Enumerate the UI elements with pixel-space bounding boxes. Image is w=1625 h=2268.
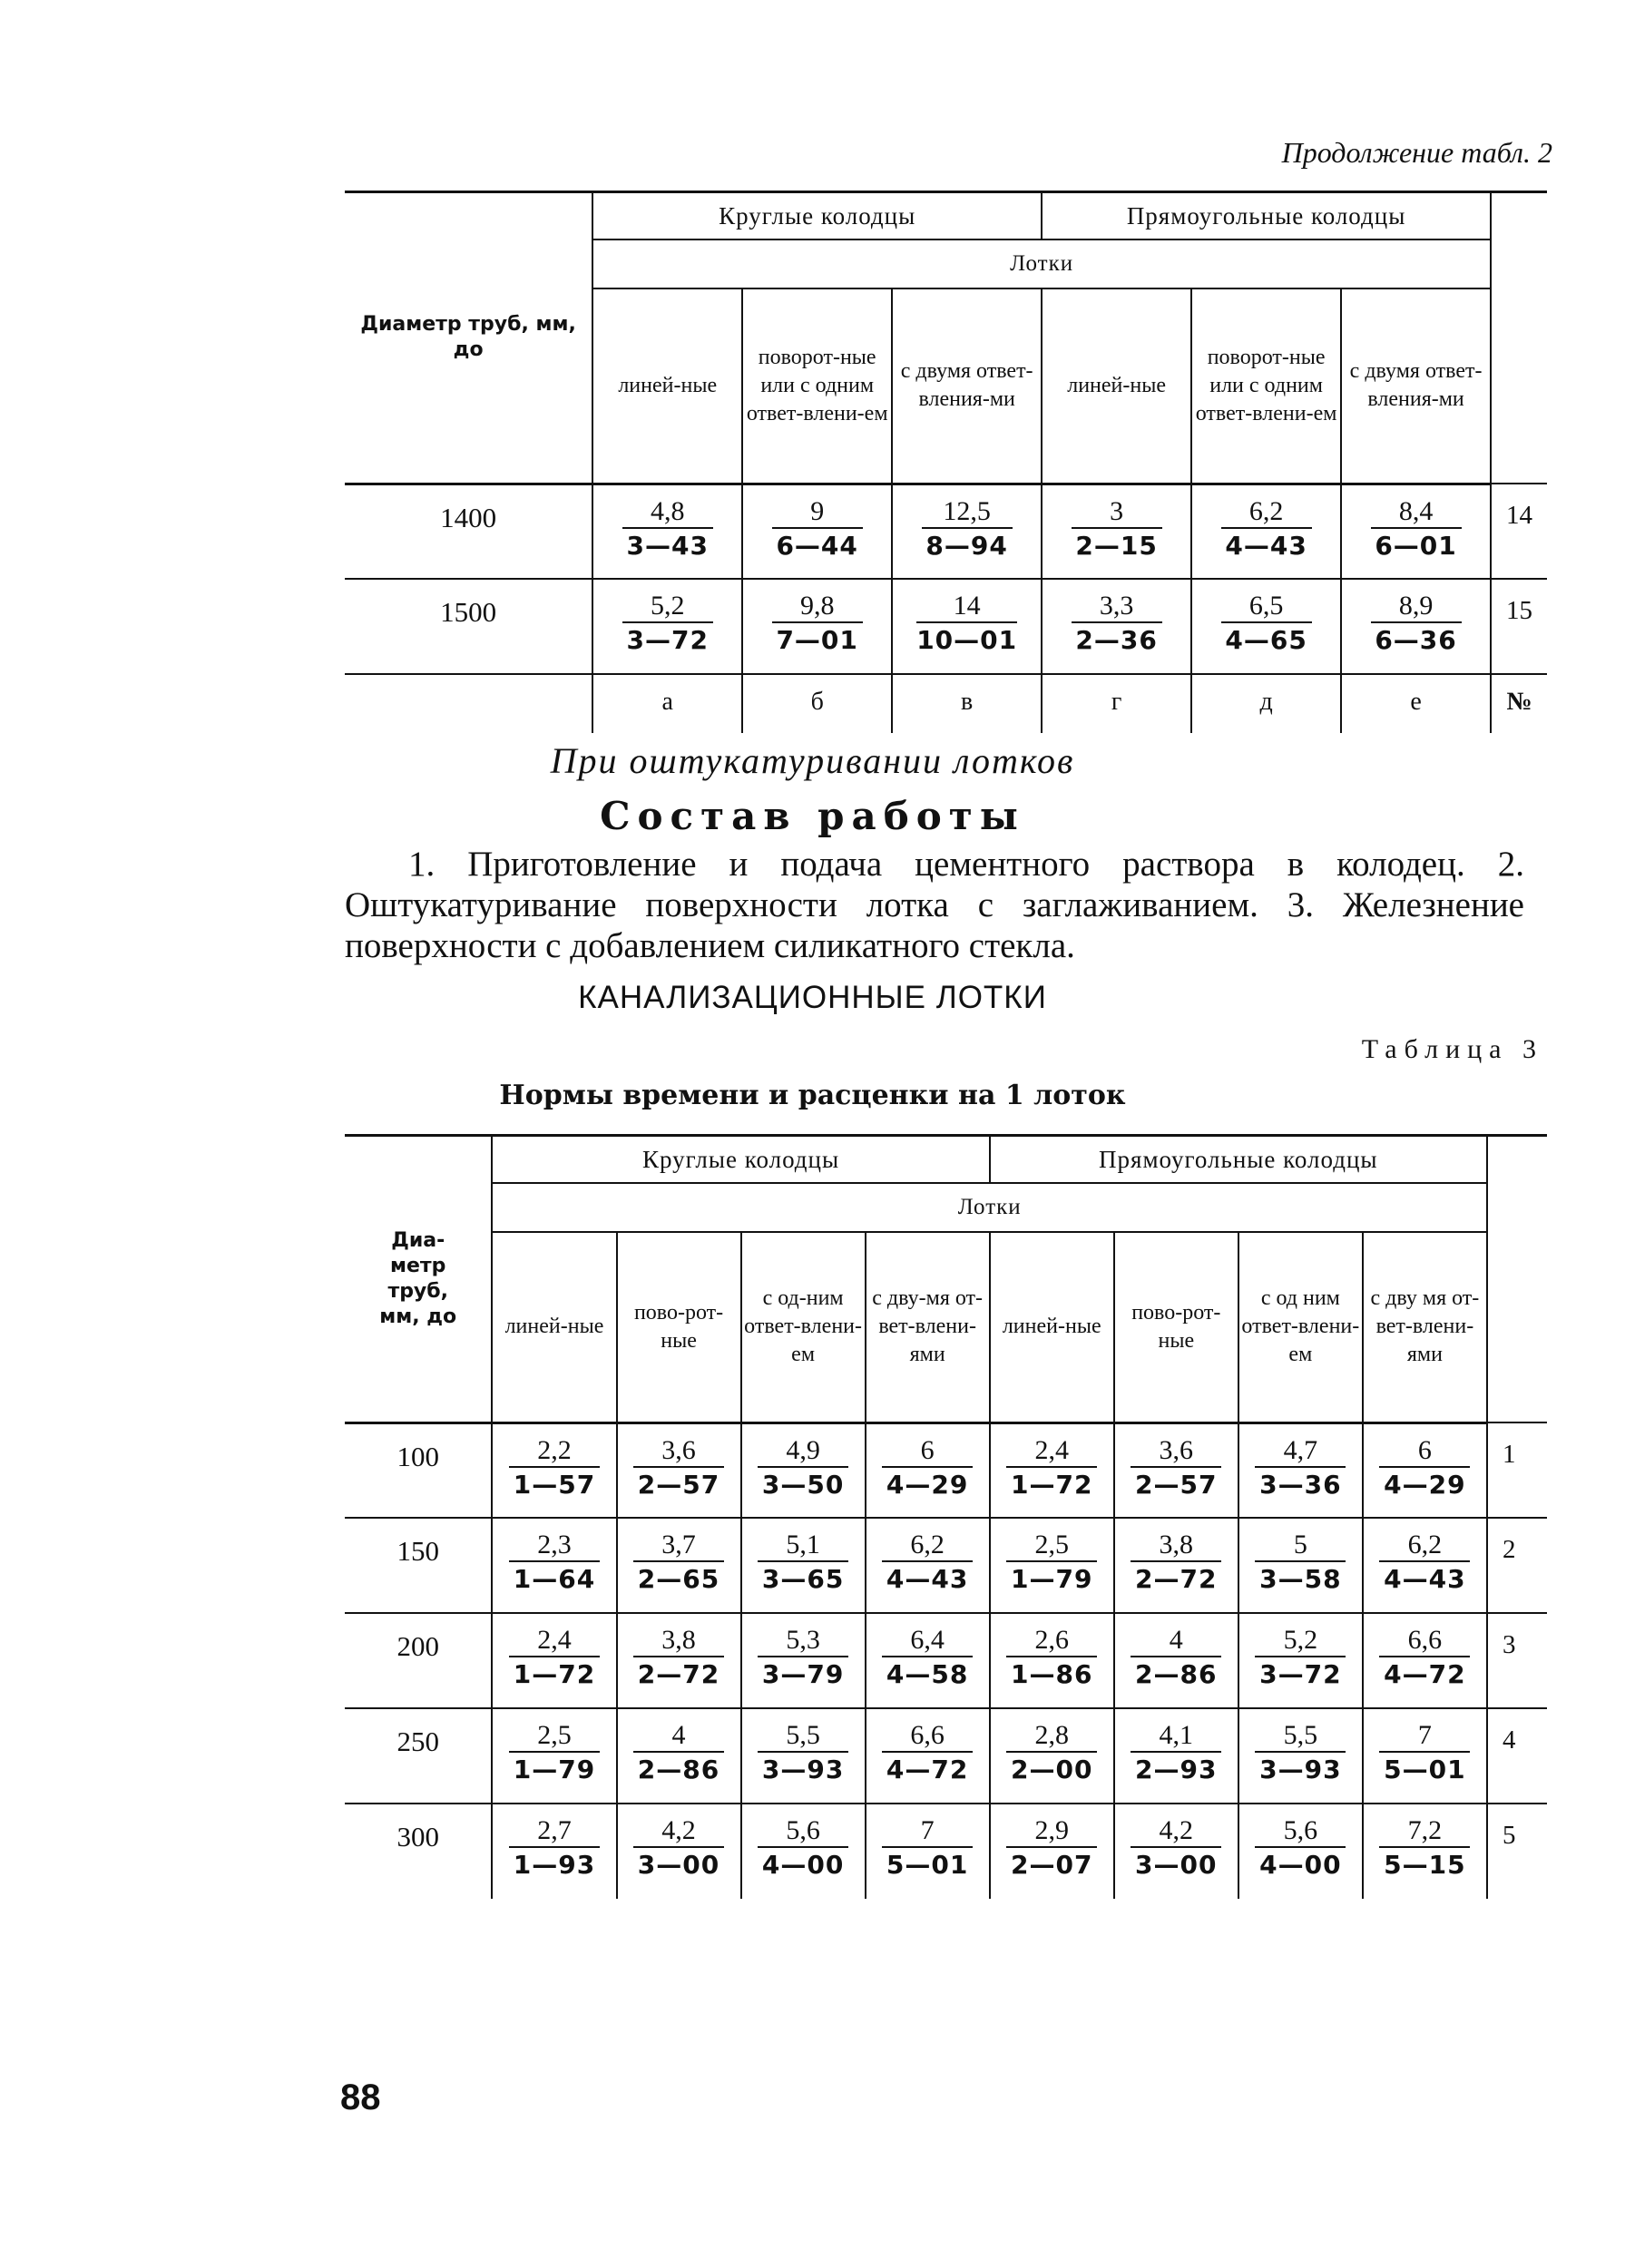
section-title: КАНАЛИЗАЦИОННЫЕ ЛОТКИ bbox=[578, 980, 1047, 1015]
rate-value: 3—65 bbox=[761, 1564, 845, 1594]
table-row bbox=[345, 1708, 1547, 1804]
norm-fraction bbox=[1131, 1625, 1221, 1692]
num-symbol: № bbox=[1491, 674, 1547, 733]
norm-fraction bbox=[509, 1625, 600, 1692]
time-norm: 2,5 bbox=[1006, 1530, 1097, 1562]
rate-value: 2—57 bbox=[637, 1469, 720, 1500]
time-norm: 5,5 bbox=[1255, 1720, 1346, 1753]
norm-cell bbox=[1238, 1708, 1363, 1804]
column-header: линей-ные bbox=[592, 288, 742, 484]
table-3 bbox=[345, 1134, 1547, 1899]
rate-value: 1—57 bbox=[513, 1469, 596, 1500]
norm-fraction bbox=[882, 1720, 973, 1787]
norm-cell bbox=[617, 1708, 741, 1804]
norm-cell bbox=[1114, 1518, 1238, 1613]
norm-cell bbox=[741, 1804, 866, 1899]
rate-value: 7—01 bbox=[776, 625, 858, 655]
column-header: с дву мя от-вет-влени-ями bbox=[1363, 1232, 1487, 1422]
time-norm: 5,3 bbox=[758, 1625, 848, 1657]
time-norm: 4 bbox=[1131, 1625, 1221, 1657]
norm-cell bbox=[866, 1613, 990, 1708]
norm-cell bbox=[741, 1422, 866, 1518]
norm-fraction bbox=[509, 1815, 600, 1882]
rate-value: 1—93 bbox=[513, 1850, 596, 1880]
time-norm: 6,2 bbox=[1221, 496, 1312, 529]
rate-value: 4—29 bbox=[886, 1469, 969, 1500]
norm-cell bbox=[1238, 1804, 1363, 1899]
norm-fraction bbox=[922, 496, 1013, 563]
rate-value: 3—72 bbox=[626, 625, 709, 655]
time-norm: 2,2 bbox=[509, 1435, 600, 1468]
rate-value: 1—79 bbox=[1010, 1564, 1093, 1594]
page-number: 88 bbox=[340, 2077, 381, 2117]
time-norm: 6,4 bbox=[882, 1625, 973, 1657]
norm-fraction bbox=[1072, 496, 1162, 563]
norm-cell bbox=[892, 484, 1042, 579]
column-header: с од-ним ответ-влени-ем bbox=[741, 1232, 866, 1422]
trays-header: Лотки bbox=[592, 240, 1491, 288]
row-number: 3 bbox=[1487, 1613, 1547, 1708]
norm-fraction bbox=[633, 1720, 724, 1787]
norm-cell bbox=[1363, 1708, 1487, 1804]
work-composition-text bbox=[345, 844, 1524, 966]
table-continuation-2 bbox=[345, 191, 1547, 733]
rate-value: 3—50 bbox=[761, 1469, 845, 1500]
letters-row bbox=[345, 674, 1547, 733]
row-number: 5 bbox=[1487, 1804, 1547, 1899]
time-norm: 5,2 bbox=[1255, 1625, 1346, 1657]
diameter-cell: 1400 bbox=[345, 484, 592, 579]
time-norm: 9 bbox=[772, 496, 863, 529]
time-norm: 4,1 bbox=[1131, 1720, 1221, 1753]
time-norm: 2,4 bbox=[1006, 1435, 1097, 1468]
column-letter: б bbox=[742, 674, 892, 733]
norm-cell bbox=[741, 1613, 866, 1708]
column-header: линей-ные bbox=[1042, 288, 1191, 484]
row-number: 4 bbox=[1487, 1708, 1547, 1804]
time-norm: 6,5 bbox=[1221, 591, 1312, 623]
diameter-cell: 1500 bbox=[345, 579, 592, 674]
rate-value: 2—15 bbox=[1075, 530, 1158, 561]
rate-value: 3—00 bbox=[1135, 1850, 1218, 1880]
rate-value: 4—29 bbox=[1384, 1469, 1466, 1500]
norm-fraction bbox=[1221, 591, 1312, 658]
row-number: 2 bbox=[1487, 1518, 1547, 1613]
time-norm: 4,2 bbox=[1131, 1815, 1221, 1848]
subtitle: При оштукатуривании лотков bbox=[550, 740, 1075, 781]
table-row bbox=[345, 1613, 1547, 1708]
norm-fraction bbox=[1255, 1720, 1346, 1787]
rate-value: 4—00 bbox=[1259, 1850, 1342, 1880]
rate-value: 1—79 bbox=[513, 1755, 596, 1784]
norm-fraction bbox=[1379, 1815, 1470, 1882]
column-header: с дву-мя от-вет-влени-ями bbox=[866, 1232, 990, 1422]
norm-cell bbox=[866, 1518, 990, 1613]
section-heading: Состав работы bbox=[600, 794, 1025, 838]
rate-value: 6—36 bbox=[1375, 625, 1457, 655]
table-caption: Нормы времени и расценки на 1 лоток bbox=[499, 1080, 1126, 1111]
rate-value: 3—93 bbox=[1259, 1755, 1342, 1784]
norm-fraction bbox=[1255, 1625, 1346, 1692]
norm-fraction bbox=[758, 1530, 848, 1597]
rate-value: 1—86 bbox=[1010, 1659, 1093, 1689]
column-header: пово-рот-ные bbox=[1114, 1232, 1238, 1422]
norm-cell bbox=[741, 1708, 866, 1804]
time-norm: 4,2 bbox=[633, 1815, 724, 1848]
norm-fraction bbox=[622, 496, 713, 563]
rect-wells-header: Прямоугольные колодцы bbox=[990, 1136, 1487, 1184]
norm-fraction bbox=[633, 1625, 724, 1692]
norm-fraction bbox=[633, 1530, 724, 1597]
continuation-label: Продолжение табл. 2 bbox=[1281, 136, 1552, 169]
rate-value: 6—01 bbox=[1375, 530, 1457, 561]
time-norm: 8,9 bbox=[1371, 591, 1462, 623]
rate-value: 6—44 bbox=[776, 530, 858, 561]
norm-fraction bbox=[1131, 1720, 1221, 1787]
rate-value: 5—01 bbox=[886, 1850, 969, 1880]
column-letter: а bbox=[592, 674, 742, 733]
norm-cell bbox=[1363, 1422, 1487, 1518]
diameter-cell: 100 bbox=[345, 1422, 492, 1518]
time-norm: 4,7 bbox=[1255, 1435, 1346, 1468]
trays-header: Лотки bbox=[492, 1183, 1487, 1232]
norm-cell bbox=[742, 484, 892, 579]
time-norm: 6,6 bbox=[1379, 1625, 1470, 1657]
rate-value: 3—93 bbox=[761, 1755, 845, 1784]
rate-value: 2—65 bbox=[637, 1564, 720, 1594]
norm-cell bbox=[1238, 1613, 1363, 1708]
table-row bbox=[345, 1518, 1547, 1613]
blank-cell bbox=[345, 674, 592, 733]
table-row bbox=[345, 1804, 1547, 1899]
norm-cell bbox=[1114, 1708, 1238, 1804]
norm-fraction bbox=[1371, 591, 1462, 658]
column-header: с од ним ответ-влени-ем bbox=[1238, 1232, 1363, 1422]
rate-value: 8—94 bbox=[925, 530, 1008, 561]
norm-fraction bbox=[1006, 1625, 1097, 1692]
time-norm: 4,8 bbox=[622, 496, 713, 529]
work-composition-paragraph: 1. Приготовление и подача цементного раствора в колодец. 2. Оштукатуривание поверхности лотка с заглаживанием. 3. Железнение поверхности с добавлением силикатного стекла. bbox=[345, 845, 1524, 965]
rate-value: 3—00 bbox=[637, 1850, 720, 1880]
table-row bbox=[345, 1422, 1547, 1518]
rate-value: 4—72 bbox=[886, 1755, 969, 1784]
norm-cell bbox=[1363, 1804, 1487, 1899]
time-norm: 3,8 bbox=[633, 1625, 724, 1657]
norm-cell bbox=[617, 1422, 741, 1518]
norm-cell bbox=[866, 1804, 990, 1899]
norm-cell bbox=[1363, 1613, 1487, 1708]
norm-cell bbox=[1238, 1518, 1363, 1613]
time-norm: 6,2 bbox=[882, 1530, 973, 1562]
time-norm: 2,9 bbox=[1006, 1815, 1097, 1848]
norm-cell bbox=[1341, 579, 1491, 674]
time-norm: 2,4 bbox=[509, 1625, 600, 1657]
time-norm: 3,8 bbox=[1131, 1530, 1221, 1562]
norm-cell bbox=[1114, 1613, 1238, 1708]
round-wells-header: Круглые колодцы bbox=[592, 192, 1042, 240]
norm-cell bbox=[492, 1613, 616, 1708]
diameter-cell: 250 bbox=[345, 1708, 492, 1804]
time-norm: 5,6 bbox=[1255, 1815, 1346, 1848]
rate-value: 3—72 bbox=[1259, 1659, 1342, 1689]
time-norm: 6 bbox=[1379, 1435, 1470, 1468]
column-header: поворот-ные или с одним ответ-влени-ем bbox=[1191, 288, 1341, 484]
time-norm: 14 bbox=[916, 591, 1017, 623]
norm-cell bbox=[1341, 484, 1491, 579]
num-header-blank bbox=[1491, 192, 1547, 484]
row-number: 15 bbox=[1491, 579, 1547, 674]
norm-fraction bbox=[1006, 1530, 1097, 1597]
rate-value: 3—36 bbox=[1259, 1469, 1342, 1500]
time-norm: 5,1 bbox=[758, 1530, 848, 1562]
column-letter: в bbox=[892, 674, 1042, 733]
norm-fraction bbox=[1006, 1815, 1097, 1882]
norm-cell bbox=[617, 1613, 741, 1708]
norm-cell bbox=[990, 1518, 1114, 1613]
table-row bbox=[345, 579, 1547, 674]
norm-fraction bbox=[758, 1625, 848, 1692]
norm-fraction bbox=[1379, 1435, 1470, 1502]
rate-value: 2—00 bbox=[1010, 1755, 1093, 1784]
row-number: 1 bbox=[1487, 1422, 1547, 1518]
rate-value: 1—72 bbox=[1010, 1469, 1093, 1500]
norm-fraction bbox=[633, 1815, 724, 1882]
norm-fraction bbox=[633, 1435, 724, 1502]
rate-value: 4—00 bbox=[761, 1850, 845, 1880]
rate-value: 2—93 bbox=[1135, 1755, 1218, 1784]
norm-cell bbox=[1238, 1422, 1363, 1518]
diameter-header-text: Диаметр труб, мм, до bbox=[360, 313, 576, 362]
norm-cell bbox=[866, 1708, 990, 1804]
time-norm: 7 bbox=[882, 1815, 973, 1848]
row-number: 14 bbox=[1491, 484, 1547, 579]
norm-fraction bbox=[758, 1815, 848, 1882]
norm-cell bbox=[492, 1708, 616, 1804]
rate-value: 5—01 bbox=[1384, 1755, 1466, 1784]
rate-value: 4—43 bbox=[886, 1564, 969, 1594]
norm-cell bbox=[1114, 1804, 1238, 1899]
rate-value: 3—43 bbox=[626, 530, 709, 561]
rate-value: 10—01 bbox=[916, 625, 1018, 655]
norm-cell bbox=[742, 579, 892, 674]
norm-fraction bbox=[916, 591, 1017, 658]
time-norm: 6,2 bbox=[1379, 1530, 1470, 1562]
norm-fraction bbox=[882, 1530, 973, 1597]
time-norm: 4,9 bbox=[758, 1435, 848, 1468]
norm-fraction bbox=[1255, 1435, 1346, 1502]
num-header-blank bbox=[1487, 1136, 1547, 1423]
time-norm: 2,3 bbox=[509, 1530, 600, 1562]
rate-value: 4—43 bbox=[1225, 530, 1307, 561]
time-norm: 5,2 bbox=[622, 591, 713, 623]
time-norm: 2,6 bbox=[1006, 1625, 1097, 1657]
time-norm: 4 bbox=[633, 1720, 724, 1753]
column-header: с двумя ответ-вления-ми bbox=[1341, 288, 1491, 484]
time-norm: 5 bbox=[1255, 1530, 1346, 1562]
norm-fraction bbox=[1131, 1435, 1221, 1502]
norm-cell bbox=[492, 1422, 616, 1518]
norm-cell bbox=[617, 1518, 741, 1613]
norm-fraction bbox=[1221, 496, 1312, 563]
norm-fraction bbox=[1379, 1625, 1470, 1692]
rate-value: 3—79 bbox=[761, 1659, 845, 1689]
norm-cell bbox=[1042, 579, 1191, 674]
diameter-header-text: Диа-метр труб, мм, до bbox=[379, 1228, 457, 1328]
norm-fraction bbox=[1006, 1435, 1097, 1502]
column-header: линей-ные bbox=[990, 1232, 1114, 1422]
rate-value: 2—86 bbox=[637, 1755, 720, 1784]
time-norm: 7,2 bbox=[1379, 1815, 1470, 1848]
diameter-cell: 200 bbox=[345, 1613, 492, 1708]
diameter-cell: 300 bbox=[345, 1804, 492, 1899]
rate-value: 4—43 bbox=[1384, 1564, 1466, 1594]
norm-cell bbox=[741, 1518, 866, 1613]
column-letter: е bbox=[1341, 674, 1491, 733]
table-row bbox=[345, 484, 1547, 579]
norm-cell bbox=[990, 1708, 1114, 1804]
norm-fraction bbox=[1006, 1720, 1097, 1787]
column-header: линей-ные bbox=[492, 1232, 616, 1422]
norm-fraction bbox=[509, 1720, 600, 1787]
norm-fraction bbox=[509, 1530, 600, 1597]
rate-value: 4—65 bbox=[1225, 625, 1307, 655]
norm-fraction bbox=[1379, 1720, 1470, 1787]
time-norm: 7 bbox=[1379, 1720, 1470, 1753]
time-norm: 5,6 bbox=[758, 1815, 848, 1848]
norm-cell bbox=[592, 484, 742, 579]
rate-value: 5—15 bbox=[1384, 1850, 1466, 1880]
time-norm: 9,8 bbox=[772, 591, 863, 623]
rate-value: 2—86 bbox=[1135, 1659, 1218, 1689]
time-norm: 3,6 bbox=[633, 1435, 724, 1468]
diameter-cell: 150 bbox=[345, 1518, 492, 1613]
round-wells-header: Круглые колодцы bbox=[492, 1136, 989, 1184]
time-norm: 2,5 bbox=[509, 1720, 600, 1753]
rate-value: 2—57 bbox=[1135, 1469, 1218, 1500]
time-norm: 3,6 bbox=[1131, 1435, 1221, 1468]
norm-fraction bbox=[1072, 591, 1162, 658]
rate-value: 2—36 bbox=[1075, 625, 1158, 655]
rate-value: 3—58 bbox=[1259, 1564, 1342, 1594]
norm-fraction bbox=[1255, 1530, 1346, 1597]
norm-cell bbox=[1363, 1518, 1487, 1613]
time-norm: 6 bbox=[882, 1435, 973, 1468]
column-letter: д bbox=[1191, 674, 1341, 733]
norm-cell bbox=[1191, 579, 1341, 674]
time-norm: 5,5 bbox=[758, 1720, 848, 1753]
norm-fraction bbox=[622, 591, 713, 658]
norm-fraction bbox=[882, 1815, 973, 1882]
column-header: пово-рот-ные bbox=[617, 1232, 741, 1422]
norm-cell bbox=[892, 579, 1042, 674]
time-norm: 3,3 bbox=[1072, 591, 1162, 623]
time-norm: 2,8 bbox=[1006, 1720, 1097, 1753]
column-letter: г bbox=[1042, 674, 1191, 733]
rate-value: 2—07 bbox=[1010, 1850, 1093, 1880]
norm-cell bbox=[866, 1422, 990, 1518]
time-norm: 12,5 bbox=[922, 496, 1013, 529]
rate-value: 2—72 bbox=[637, 1659, 720, 1689]
diameter-header bbox=[345, 1136, 492, 1423]
time-norm: 2,7 bbox=[509, 1815, 600, 1848]
norm-fraction bbox=[1131, 1530, 1221, 1597]
norm-fraction bbox=[1255, 1815, 1346, 1882]
norm-cell bbox=[492, 1518, 616, 1613]
rate-value: 2—72 bbox=[1135, 1564, 1218, 1594]
time-norm: 6,6 bbox=[882, 1720, 973, 1753]
diameter-header bbox=[345, 192, 592, 484]
rate-value: 1—72 bbox=[513, 1659, 596, 1689]
rate-value: 4—58 bbox=[886, 1659, 969, 1689]
norm-cell bbox=[617, 1804, 741, 1899]
norm-fraction bbox=[509, 1435, 600, 1502]
rect-wells-header: Прямоугольные колодцы bbox=[1042, 192, 1491, 240]
norm-cell bbox=[990, 1613, 1114, 1708]
time-norm: 3 bbox=[1072, 496, 1162, 529]
rate-value: 1—64 bbox=[513, 1564, 596, 1594]
norm-fraction bbox=[882, 1435, 973, 1502]
norm-cell bbox=[990, 1422, 1114, 1518]
norm-cell bbox=[492, 1804, 616, 1899]
norm-fraction bbox=[758, 1435, 848, 1502]
norm-cell bbox=[990, 1804, 1114, 1899]
norm-fraction bbox=[1371, 496, 1462, 563]
norm-fraction bbox=[882, 1625, 973, 1692]
norm-cell bbox=[1191, 484, 1341, 579]
rate-value: 4—72 bbox=[1384, 1659, 1466, 1689]
norm-fraction bbox=[772, 591, 863, 658]
norm-fraction bbox=[772, 496, 863, 563]
norm-fraction bbox=[758, 1720, 848, 1787]
column-header: поворот-ные или с одним ответ-влени-ем bbox=[742, 288, 892, 484]
table-label: Таблица 3 bbox=[1361, 1034, 1543, 1064]
norm-cell bbox=[1114, 1422, 1238, 1518]
norm-cell bbox=[1042, 484, 1191, 579]
time-norm: 8,4 bbox=[1371, 496, 1462, 529]
column-header: с двумя ответ-вления-ми bbox=[892, 288, 1042, 484]
norm-fraction bbox=[1379, 1530, 1470, 1597]
norm-cell bbox=[592, 579, 742, 674]
norm-fraction bbox=[1131, 1815, 1221, 1882]
time-norm: 3,7 bbox=[633, 1530, 724, 1562]
